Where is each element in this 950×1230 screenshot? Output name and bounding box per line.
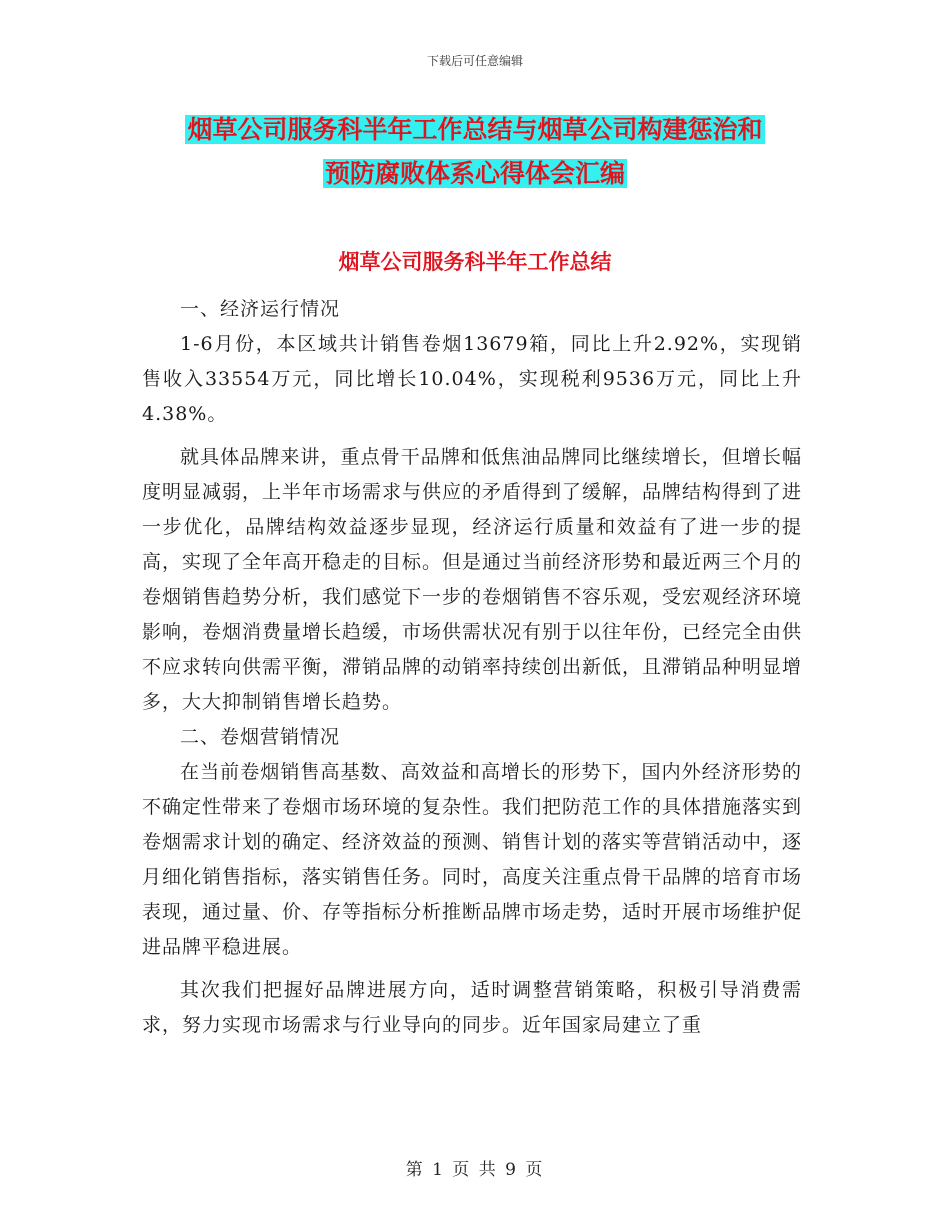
- paragraph-brand-direction: 其次我们把握好品牌进展方向，适时调整营销策略，积极引导消费需求，努力实现市场需求与行业导向的同步。近年国家局建立了重: [142, 979, 802, 1036]
- section-title: 烟草公司服务科半年工作总结: [338, 250, 612, 274]
- document-title: [0, 108, 950, 196]
- paragraph-brand-analysis: 就具体品牌来讲，重点骨干品牌和低焦油品牌同比继续增长，但增长幅度明显减弱，上半年市场需求与供应的矛盾得到了缓解，品牌结构得到了进一步优化，品牌结构效益逐步显现，经济运行质量和效益有了进一步的提高，实现了全年高开稳走的目标。但是通过当前经济形势和最近两三个月的卷烟销售趋势分析，我们感觉下一步的卷烟销售不容乐观，受宏观经济环境影响，卷烟消费量增长趋缓，市场供需状况有别于以往年份，已经完全由供不应求转向供需平衡，滞销品牌的动销率持续创出新低，且滞销品种明显增多，大大抑制销售增长趋势。: [142, 446, 803, 713]
- heading-economic-operation: 一、经济运行情况: [180, 298, 341, 320]
- title-line-2: 预防腐败体系心得体会汇编: [324, 159, 625, 188]
- paragraph-sales-figures: 1-6月份，本区域共计销售卷烟13679箱，同比上升2.92%，实现销售收入33554万元，同比增长10.04%，实现税利9536万元，同比上升4.38%。: [142, 333, 802, 425]
- document-body: [142, 292, 802, 1043]
- heading-marketing: 二、卷烟营销情况: [180, 726, 341, 748]
- title-line-1: 烟草公司服务科半年工作总结与烟草公司构建惩治和: [187, 115, 763, 144]
- header-note: 下载后可任意编辑: [426, 54, 523, 68]
- paragraph-marketing-measures: 在当前卷烟销售高基数、高效益和高增长的形势下，国内外经济形势的不确定性带来了卷烟市场环境的复杂性。我们把防范工作的具体措施落实到卷烟需求计划的确定、经济效益的预测、销售计划的落实等营销活动中，逐月细化销售指标，落实销售任务。同时，高度关注重点骨干品牌的培育市场表现，通过量、价、存等指标分析推断品牌市场走势，适时开展市场维护促进品牌平稳进展。: [142, 761, 803, 958]
- page-footer: 第 1 页 共 9 页: [405, 1160, 545, 1180]
